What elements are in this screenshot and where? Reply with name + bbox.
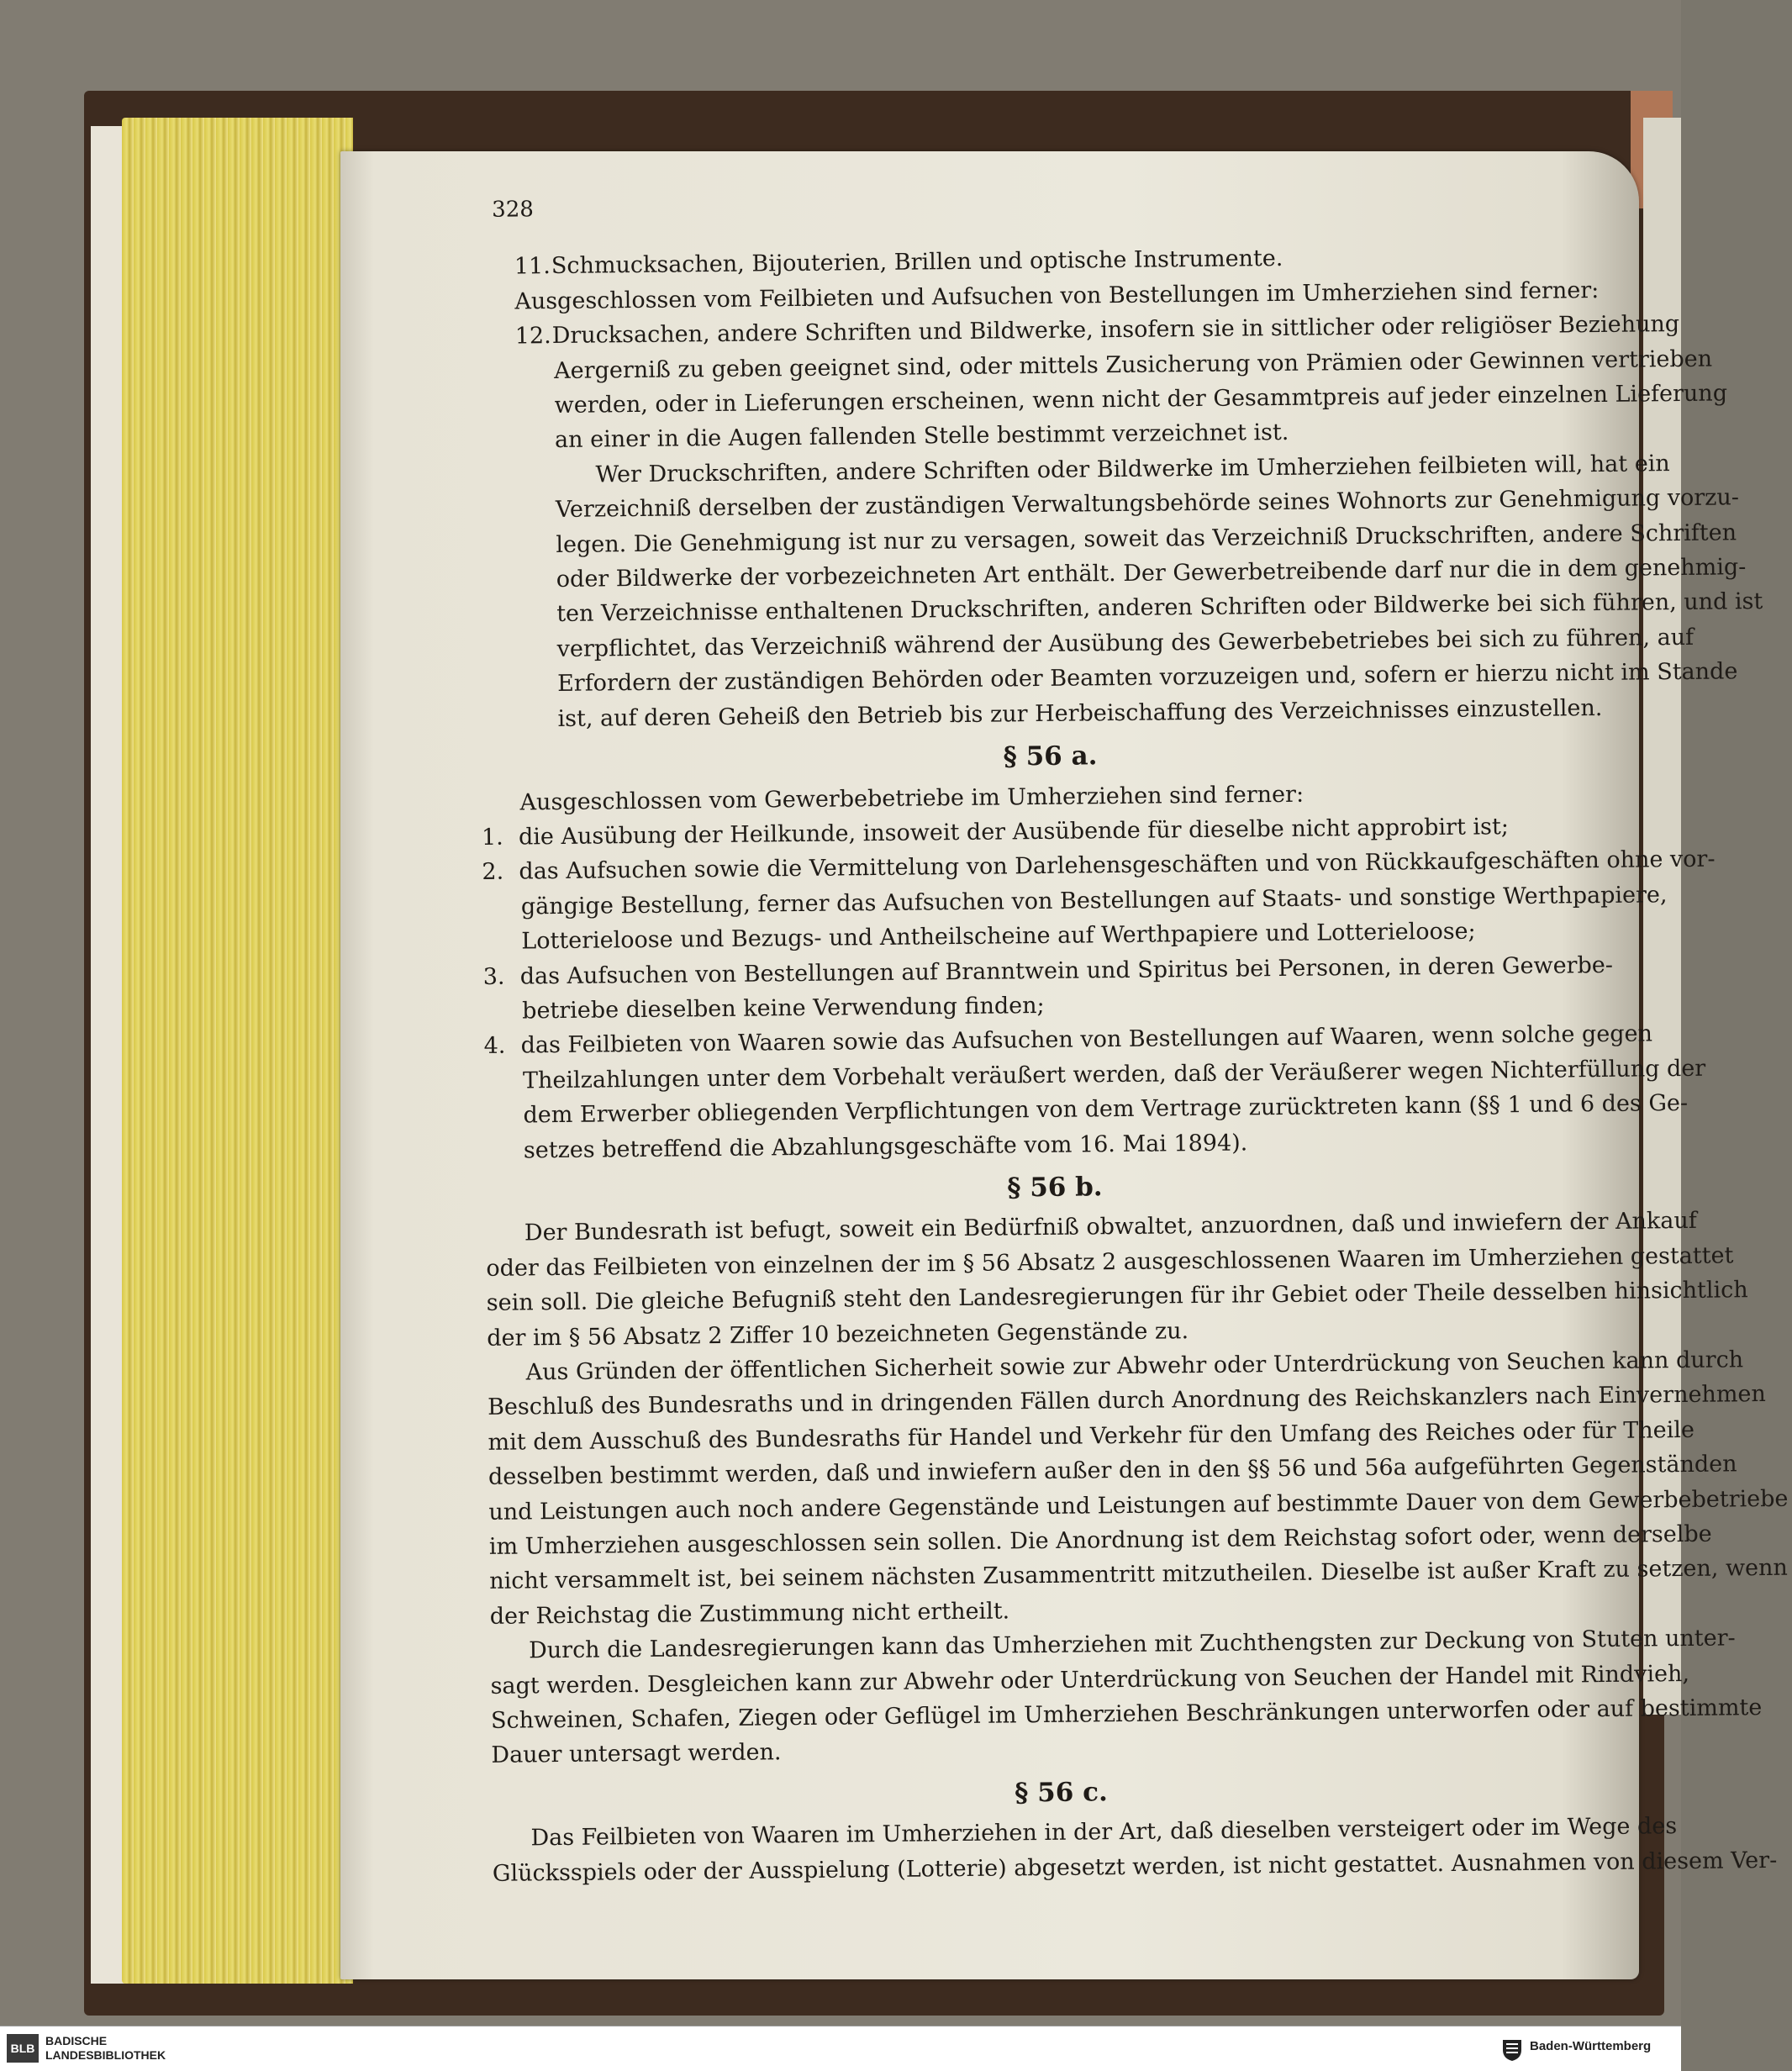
line-text: legen. Die Genehmigung ist nur zu versagen, soweit das Verzeichniß Druckschriften, andere Schriften (556, 519, 1737, 558)
line-text: das Aufsuchen von Bestellungen auf Branntwein und Spiritus bei Personen, in deren Gewerbe- (519, 951, 1614, 990)
line-text: Schweinen, Schafen, Ziegen oder Geflügel im Umherziehen Beschränkungen unterworfen oder auf bestimmte (490, 1694, 1763, 1734)
line-text: mit dem Ausschuß des Bundesraths für Handel und Verkehr für den Umfang des Reiches oder für Theile (488, 1416, 1695, 1456)
line-text: Dauer untersagt werden. (491, 1739, 782, 1769)
page-text-block (475, 182, 1789, 1891)
line-text: Theilzahlungen unter dem Vorbehalt veräußert werden, daß der Veräußerer wegen Nichterfüllung der (522, 1055, 1706, 1094)
line-text: das Aufsuchen sowie die Vermittelung von Darlehensgeschäften und von Rückkaufgeschäften ohne vor- (519, 846, 1716, 885)
line-text: das Feilbieten von Waaren sowie das Aufsuchen von Bestellungen auf Waaren, wenn solche gegen (520, 1020, 1653, 1059)
line-text: nicht versammelt ist, bei seinem nächsten Zusammentritt mitzutheilen. Dieselbe ist außer Kraft zu setzen, wenn (489, 1555, 1789, 1595)
viewer-footer (0, 2026, 1681, 2071)
line-text: Beschluß des Bundesraths und in dringenden Fällen durch Anordnung des Reichskanzlers nach Einvernehmen (487, 1381, 1766, 1421)
line-text: der im § 56 Absatz 2 Ziffer 10 bezeichneten Gegenstände zu. (487, 1317, 1189, 1352)
state-name[interactable]: Baden-Württemberg (1530, 2039, 1652, 2053)
item-number: 11. (514, 253, 551, 280)
line-text: Erfordern der zuständigen Behörden oder Beamten vorzuzeigen und, sofern er hierzu nicht im Stande (556, 658, 1738, 698)
line-text: Der Bundesrath ist befugt, soweit ein Bedürfniß obwaltet, anzuordnen, daß und inwiefern der Ankauf (524, 1208, 1697, 1246)
line-text: ten Verzeichnisse enthaltenen Druckschriften, anderen Schriften oder Bildwerke bei sich führen, und ist (556, 588, 1763, 628)
text-block-d (492, 1810, 1778, 1891)
state-coat-of-arms-icon (1500, 2037, 1524, 2062)
line-text: Aergerniß zu geben geeignet sind, oder mittels Zusicherung von Prämien oder Gewinnen vertrieben (554, 345, 1713, 384)
library-name[interactable] (45, 2034, 166, 2063)
line-text: ist, auf deren Geheiß den Betrieb bis zur Herbeischaffung des Verzeichnisses einzustellen. (557, 694, 1603, 732)
line-text: oder Bildwerke der vorbezeichneten Art enthält. Der Gewerbetreibende darf nur die in dem genehmig- (556, 554, 1747, 593)
line-text: an einer in die Augen fallenden Stelle bestimmt verzeichnet ist. (554, 419, 1289, 454)
line-text: Drucksachen, andere Schriften und Bildwerke, insofern sie in sittlicher oder religiöser Beziehung (551, 311, 1680, 350)
library-name-line-1: BADISCHE (45, 2034, 108, 2047)
line-text: Ausgeschlossen vom Feilbieten und Aufsuchen von Bestellungen im Umherziehen sind ferner: (514, 277, 1600, 315)
item-number: 2. (482, 858, 504, 886)
line-text: desselben bestimmt werden, daß und inwiefern außer den in den §§ 56 und 56a aufgeführten Gegenständen (488, 1451, 1737, 1491)
line-text: Schmucksachen, Bijouterien, Brillen und optische Instrumente. (551, 245, 1283, 280)
section-heading-56a: § 56 a. (1003, 740, 1098, 772)
line-text: Durch die Landesregierungen kann das Umherziehen mit Zuchthengsten zur Deckung von Stuten unter- (529, 1625, 1736, 1664)
library-name-line-2: LANDESBIBLIOTHEK (45, 2048, 166, 2062)
section-heading-56b: § 56 b. (1007, 1172, 1103, 1204)
line-text: Lotterieloose und Bezugs- und Antheilscheine auf Werthpapiere und Lotterieloose; (521, 918, 1476, 955)
line-text: Aus Gründen der öffentlichen Sicherheit sowie zur Abwehr oder Unterdrückung von Seuchen kann durch (525, 1346, 1744, 1386)
line-text: gängige Bestellung, ferner das Aufsuchen von Bestellungen auf Staats- und sonstige Werthpapiere, (520, 881, 1668, 920)
page-number: 328 (492, 197, 535, 223)
line-text: und Leistungen auch noch andere Gegenstände und Leistungen auf bestimmte Dauer von dem Gewerbebetriebe (488, 1485, 1789, 1526)
line-text: sagt werden. Desgleichen kann zur Abwehr oder Unterdrückung von Seuchen der Handel mit Rindvieh, (490, 1660, 1690, 1699)
item-number: 1. (481, 824, 503, 851)
line-text: Ausgeschlossen vom Gewerbebetriebe im Umherziehen sind ferner: (519, 781, 1304, 815)
item-number: 4. (483, 1033, 506, 1060)
page-edges-gilded (122, 118, 353, 1984)
library-logo[interactable]: BLB (7, 2034, 39, 2063)
text-block-a (476, 238, 1763, 737)
line-text: Wer Druckschriften, andere Schriften oder Bildwerke im Umherziehen feilbieten will, hat ein (595, 450, 1670, 488)
line-text: oder das Feilbieten von einzelnen der im § 56 Absatz 2 ausgeschlossenen Waaren im Umherziehen gestattet (486, 1242, 1734, 1282)
section-heading-56c: § 56 c. (1014, 1777, 1108, 1809)
line-text: sein soll. Die gleiche Befugniß steht den Landesregierungen für ihr Gebiet oder Theile desselben hinsichtlich (486, 1277, 1748, 1317)
line-text: die Ausübung der Heilkunde, insoweit der Ausübende für dieselbe nicht approbirt ist; (518, 814, 1510, 851)
line-text: dem Erwerber obliegenden Verpflichtungen von dem Vertrage zurücktreten kann (§§ 1 und 6 des Ge- (523, 1090, 1689, 1129)
line-text: der Reichstag die Zustimmung nicht ertheilt. (489, 1598, 1010, 1630)
line-text: verpflichtet, das Verzeichniß während der Ausübung des Gewerbebetriebes bei sich zu führen, auf (556, 624, 1694, 662)
line-text: werden, oder in Lieferungen erscheinen, wenn nicht der Gesammtpreis auf jeder einzelnen Lieferung (554, 380, 1728, 419)
line-text: Das Feilbieten von Waaren im Umherziehen in der Art, daß dieselben versteigert oder im Wege des (530, 1813, 1678, 1852)
text-block-c (486, 1204, 1789, 1773)
line-text: setzes betreffend die Abzahlungsgeschäfte vom 16. Mai 1894). (523, 1129, 1248, 1164)
line-text: im Umherziehen ausgeschlossen sein sollen. Die Anordnung ist dem Reichstag sofort oder, wenn derselbe (488, 1520, 1712, 1560)
item-number: 3. (482, 963, 505, 990)
text-block-b (481, 773, 1716, 1168)
line-text: Glücksspiels oder der Ausspielung (Lotterie) abgesetzt werden, ist nicht gestattet. Ausnahmen von diesem Ver- (492, 1847, 1778, 1887)
item-number: 12. (514, 323, 551, 350)
line-text: Verzeichniß derselben der zuständigen Verwaltungsbehörde seines Wohnorts zur Genehmigung vorzu- (555, 484, 1740, 524)
line-text: betriebe dieselben keine Verwendung finden; (522, 992, 1045, 1025)
